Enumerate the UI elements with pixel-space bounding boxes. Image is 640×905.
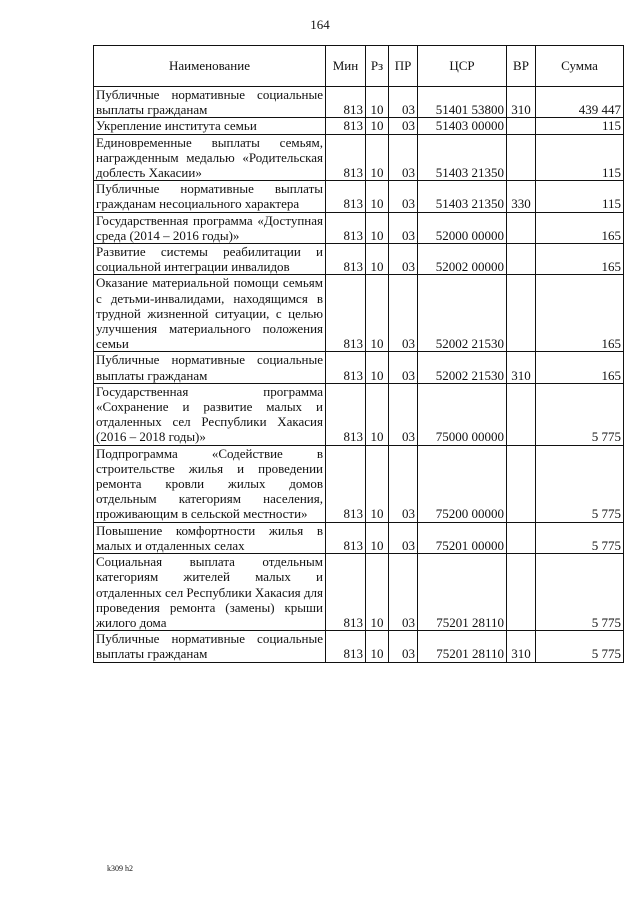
row-pr: 03 xyxy=(389,445,418,522)
table-row xyxy=(94,134,624,181)
row-csr: 75201 00000 xyxy=(418,522,507,553)
row-rz: 10 xyxy=(366,134,389,181)
row-min: 813 xyxy=(326,212,366,243)
table-row xyxy=(94,522,624,553)
row-rz: 10 xyxy=(366,212,389,243)
row-rz: 10 xyxy=(366,118,389,134)
table-row xyxy=(94,181,624,212)
table-row xyxy=(94,445,624,522)
row-rz: 10 xyxy=(366,352,389,383)
row-vr xyxy=(507,212,536,243)
row-name: Социальная выплата отдельным категориям жителей малых и отдаленных сел Республики Хакасия для проведения ремонта (замены) крыши жилого дома xyxy=(94,554,326,631)
budget-table xyxy=(93,45,624,663)
row-sum: 165 xyxy=(536,212,624,243)
row-vr: 330 xyxy=(507,181,536,212)
row-min: 813 xyxy=(326,554,366,631)
table-row xyxy=(94,383,624,445)
table-header-row xyxy=(94,46,624,87)
row-min: 813 xyxy=(326,118,366,134)
footer-code: k309 h2 xyxy=(107,864,133,873)
row-sum: 165 xyxy=(536,352,624,383)
row-name: Повышение комфортности жилья в малых и отдаленных селах xyxy=(94,522,326,553)
row-csr: 52002 21530 xyxy=(418,352,507,383)
row-pr: 03 xyxy=(389,212,418,243)
header-vr: ВР xyxy=(507,46,536,87)
row-sum: 165 xyxy=(536,275,624,352)
row-rz: 10 xyxy=(366,181,389,212)
table-row xyxy=(94,554,624,631)
header-sum: Сумма xyxy=(536,46,624,87)
row-pr: 03 xyxy=(389,181,418,212)
row-sum: 5 775 xyxy=(536,554,624,631)
row-rz: 10 xyxy=(366,554,389,631)
table-row xyxy=(94,352,624,383)
row-name: Публичные нормативные социальные выплаты гражданам xyxy=(94,87,326,118)
row-pr: 03 xyxy=(389,275,418,352)
row-sum: 115 xyxy=(536,181,624,212)
row-csr: 52002 21530 xyxy=(418,275,507,352)
row-min: 813 xyxy=(326,352,366,383)
row-rz: 10 xyxy=(366,631,389,662)
row-name: Развитие системы реабилитации и социальной интеграции инвалидов xyxy=(94,244,326,275)
header-pr: ПР xyxy=(389,46,418,87)
header-min: Мин xyxy=(326,46,366,87)
row-min: 813 xyxy=(326,631,366,662)
row-vr: 310 xyxy=(507,631,536,662)
table-row xyxy=(94,275,624,352)
row-name: Государственная программа «Сохранение и развитие малых и отдаленных сел Республики Хакасия (2016 – 2018 годы)» xyxy=(94,383,326,445)
row-name: Государственная программа «Доступная среда (2014 – 2016 годы)» xyxy=(94,212,326,243)
row-name: Оказание материальной помощи семьям с детьми-инвалидами, находящимся в трудной жизненной ситуации, с целью улучшения материального положения семьи xyxy=(94,275,326,352)
row-rz: 10 xyxy=(366,275,389,352)
row-pr: 03 xyxy=(389,244,418,275)
row-min: 813 xyxy=(326,445,366,522)
row-sum: 5 775 xyxy=(536,631,624,662)
row-csr: 51403 21350 xyxy=(418,134,507,181)
row-sum: 5 775 xyxy=(536,383,624,445)
table-row xyxy=(94,118,624,134)
header-csr: ЦСР xyxy=(418,46,507,87)
row-sum: 5 775 xyxy=(536,522,624,553)
row-name: Публичные нормативные социальные выплаты гражданам xyxy=(94,352,326,383)
row-pr: 03 xyxy=(389,554,418,631)
row-vr xyxy=(507,118,536,134)
row-rz: 10 xyxy=(366,87,389,118)
row-pr: 03 xyxy=(389,118,418,134)
row-vr xyxy=(507,244,536,275)
row-sum: 165 xyxy=(536,244,624,275)
row-rz: 10 xyxy=(366,244,389,275)
row-rz: 10 xyxy=(366,445,389,522)
header-name: Наименование xyxy=(94,46,326,87)
row-min: 813 xyxy=(326,87,366,118)
table-row xyxy=(94,212,624,243)
row-min: 813 xyxy=(326,522,366,553)
row-name: Публичные нормативные социальные выплаты гражданам xyxy=(94,631,326,662)
row-vr xyxy=(507,383,536,445)
row-csr: 52002 00000 xyxy=(418,244,507,275)
page-number: 164 xyxy=(310,17,330,32)
row-csr: 52000 00000 xyxy=(418,212,507,243)
row-vr xyxy=(507,445,536,522)
row-min: 813 xyxy=(326,275,366,352)
row-csr: 51401 53800 xyxy=(418,87,507,118)
row-sum: 439 447 xyxy=(536,87,624,118)
row-min: 813 xyxy=(326,244,366,275)
row-pr: 03 xyxy=(389,87,418,118)
row-vr xyxy=(507,134,536,181)
row-min: 813 xyxy=(326,383,366,445)
row-pr: 03 xyxy=(389,134,418,181)
row-rz: 10 xyxy=(366,383,389,445)
row-vr xyxy=(507,522,536,553)
row-name: Укрепление института семьи xyxy=(94,118,326,134)
row-sum: 115 xyxy=(536,134,624,181)
row-rz: 10 xyxy=(366,522,389,553)
row-csr: 75201 28110 xyxy=(418,631,507,662)
row-min: 813 xyxy=(326,181,366,212)
row-pr: 03 xyxy=(389,383,418,445)
row-name: Подпрограмма «Содействие в строительстве жилья и проведении ремонта кровли жилых домов отдельным категориям населения, проживающим в сельской местности» xyxy=(94,445,326,522)
row-name: Единовременные выплаты семьям, награжденным медалью «Родительская доблесть Хакасии» xyxy=(94,134,326,181)
table-row xyxy=(94,244,624,275)
row-csr: 75000 00000 xyxy=(418,383,507,445)
row-name: Публичные нормативные выплаты гражданам несоциального характера xyxy=(94,181,326,212)
table-row xyxy=(94,631,624,662)
row-csr: 51403 00000 xyxy=(418,118,507,134)
row-csr: 75200 00000 xyxy=(418,445,507,522)
row-pr: 03 xyxy=(389,522,418,553)
row-pr: 03 xyxy=(389,631,418,662)
row-pr: 03 xyxy=(389,352,418,383)
row-vr: 310 xyxy=(507,352,536,383)
header-rz: Рз xyxy=(366,46,389,87)
row-csr: 75201 28110 xyxy=(418,554,507,631)
row-vr: 310 xyxy=(507,87,536,118)
table-row xyxy=(94,87,624,118)
row-csr: 51403 21350 xyxy=(418,181,507,212)
row-sum: 5 775 xyxy=(536,445,624,522)
row-vr xyxy=(507,275,536,352)
row-sum: 115 xyxy=(536,118,624,134)
row-min: 813 xyxy=(326,134,366,181)
row-vr xyxy=(507,554,536,631)
